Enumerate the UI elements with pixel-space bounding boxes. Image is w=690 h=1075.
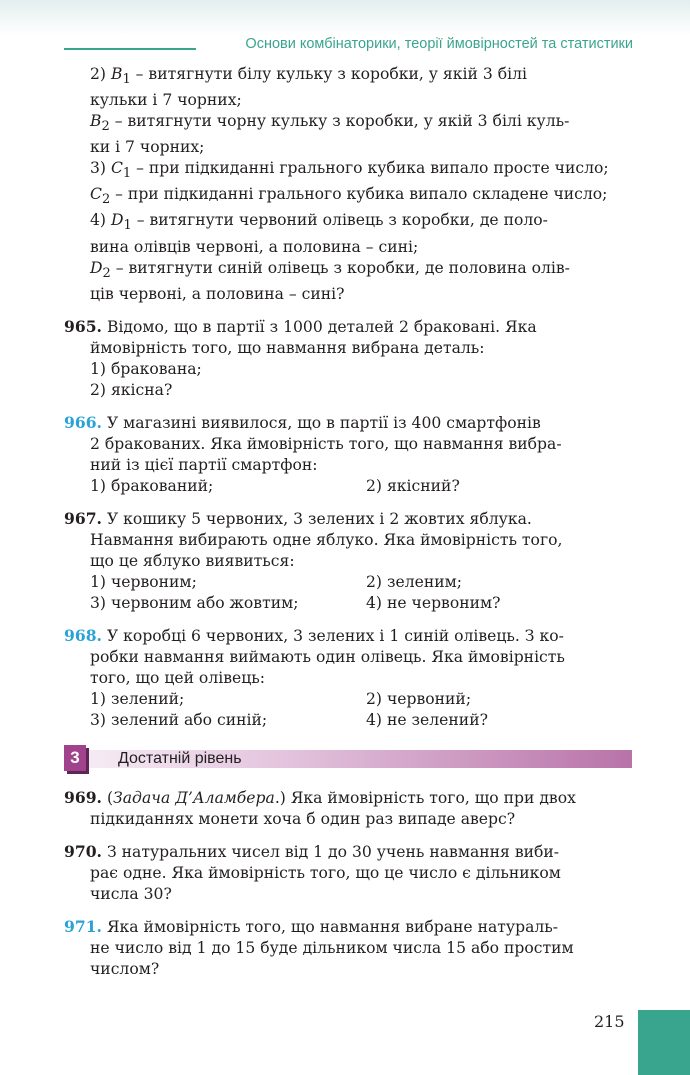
problem-968: 968. У коробці 6 червоних, 3 зелених і 1 синій олівець. З ко- робки навмання виймають один олівець. Яка ймовірність того, що цей олівець: 1) зелений; 2) червоний; 3) зелений або синій; 4) не зелений? (64, 625, 632, 731)
event-line: $C_2$ – при підкиданні грального кубика випало складене число; (90, 185, 608, 208)
event-line: 4) $D_1$ – витягнути червоний олівець з коробки, де поло- (90, 211, 548, 234)
options-row (64, 476, 632, 497)
problem-number: 968. (64, 625, 102, 645)
option: 2) зеленим; (366, 572, 462, 591)
level-badge: 3 (64, 745, 86, 771)
option: 3) зелений або синій; (90, 710, 268, 729)
option: 3) червоним або жовтим; (90, 593, 299, 612)
event-line: ки і 7 чорних; (90, 138, 205, 157)
event-line: кульки і 7 чорних; (90, 91, 242, 110)
problem-number: 969. (64, 787, 102, 807)
options-row (64, 593, 632, 614)
option: 1) зелений; (90, 689, 185, 708)
problem-969: 969. (Задача Д’Аламбера.) Яка ймовірність того, що при двох підкиданнях монети хоча б один раз випаде аверс? (64, 787, 576, 828)
event-line: 2) $B_1$ – витягнути білу кульку з коробки, у якій 3 білі (90, 65, 527, 88)
problem-number: 966. (64, 412, 102, 432)
option: 1) червоним; (90, 572, 197, 591)
corner-tab (638, 1010, 690, 1075)
option: 4) не зелений? (366, 710, 488, 729)
header-rule (64, 48, 196, 50)
problem-967: 967. У кошику 5 червоних, 3 зелених і 2 жовтих яблука. Навмання вибирають одне яблуко. Яка ймовірність того, що це яблуко виявиться: 1) червоним; 2) зеленим; 3) червоним або жовтим; 4) не червоним? (64, 508, 632, 614)
option: 2) якісний? (366, 476, 460, 495)
problem-number: 965. (64, 316, 102, 336)
event-line: $B_2$ – витягнути чорну кульку з коробки, у якій 3 білі куль- (90, 112, 570, 135)
continued-event-list (64, 64, 632, 305)
event-line: 3) $C_1$ – при підкиданні грального кубика випало просте число; (90, 159, 609, 182)
problem-971: 971. Яка ймовірність того, що навмання вибране натураль- не число від 1 до 15 буде дільником числа 15 або простим числом? (64, 916, 574, 978)
event-line: вина олівців червоні, а половина – сині; (90, 237, 419, 256)
top-band (0, 0, 690, 36)
option: 2) якісна? (90, 380, 173, 399)
option: 1) бракована; (90, 359, 202, 378)
option: 4) не червоним? (366, 593, 501, 612)
level-label: Достатній рівень (118, 749, 242, 767)
problem-965: 965. Відомо, що в партії з 1000 деталей 2 браковані. Яка ймовірність того, що навмання вибрана деталь: 1) бракована; 2) якісна? (64, 316, 632, 401)
problem-966: 966. У магазині виявилося, що в партії із 400 смартфонів 2 бракованих. Яка ймовірність того, що навмання вибра- ний із цієї партії смартфон: 1) бракований; 2) якісний? (64, 412, 632, 497)
options-row (64, 572, 632, 593)
problem-number: 971. (64, 916, 102, 936)
problem-title: Задача Д’Аламбера (113, 788, 275, 807)
problem-number: 967. (64, 508, 102, 528)
page-number: 215 (594, 1012, 625, 1031)
option: 2) червоний; (366, 689, 472, 708)
option: 1) бракований; (90, 476, 214, 495)
problem-970: 970. З натуральних чисел від 1 до 30 учень навмання виби- рає одне. Яка ймовірність того, що це число є дільником числа 30? (64, 841, 561, 903)
event-line: ців червоні, а половина – сині? (90, 284, 345, 303)
level-heading (64, 745, 632, 771)
options-row (64, 710, 632, 731)
problem-number: 970. (64, 841, 102, 861)
options-row (64, 689, 632, 710)
page-content (64, 64, 632, 980)
event-line: $D_2$ – витягнути синій олівець з коробки, де половина олів- (90, 258, 570, 281)
running-header: Основи комбінаторики, теорії ймовірностей та статистики (245, 36, 633, 52)
